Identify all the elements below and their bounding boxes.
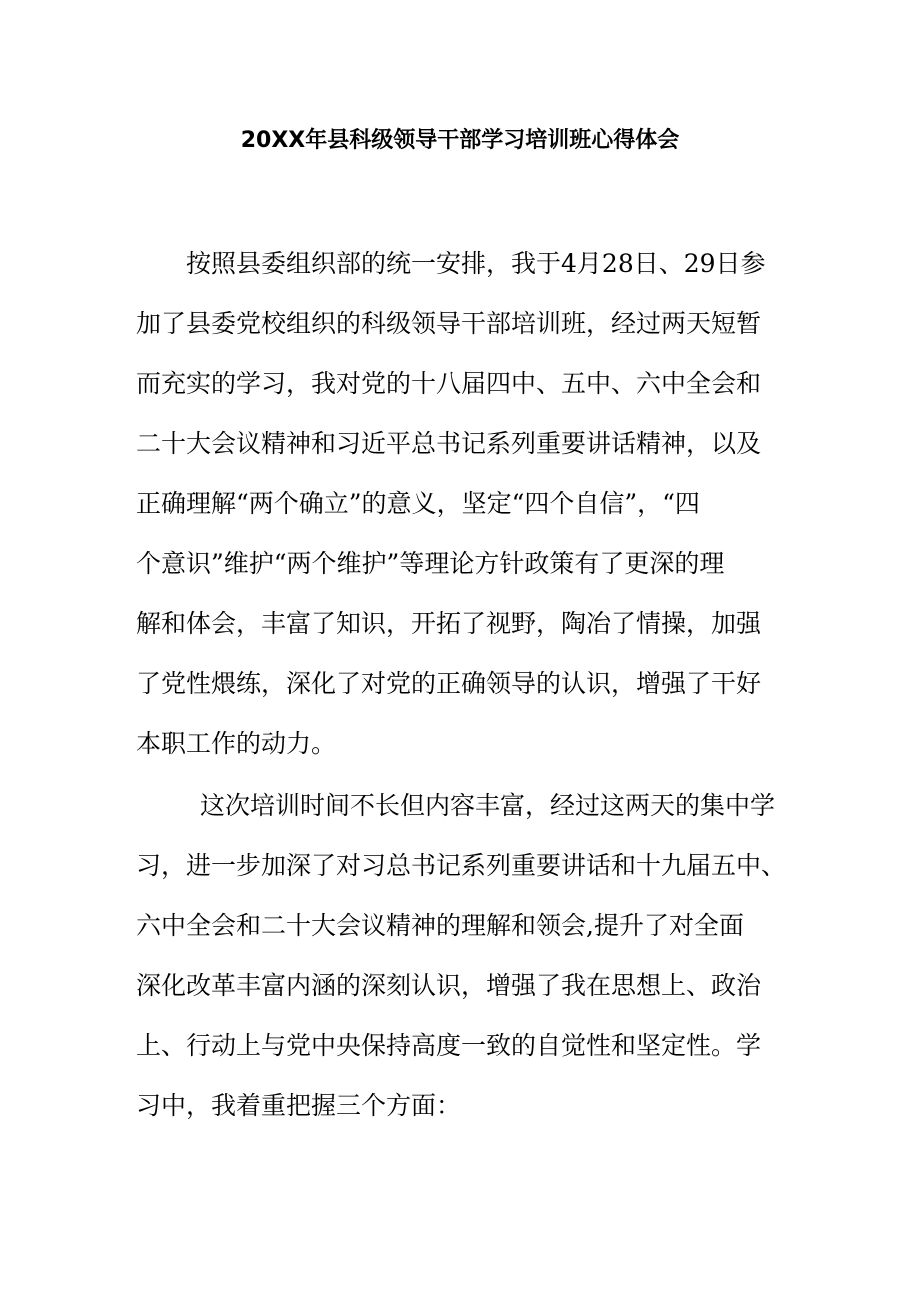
- paragraph-line: 这次培训时间不长但内容丰富，经过这两天的集中学: [200, 791, 776, 820]
- paragraph-line: 深化改革丰富内涵的深刻认识，增强了我在思想上、政治: [136, 971, 762, 1000]
- paragraph-line: 六中全会和二十大会议精神的理解和领会,提升了对全面: [136, 911, 744, 940]
- paragraph-line: 了党性煨练，深化了对党的正确领导的认识，增强了干好: [136, 669, 762, 698]
- paragraph-line: 个意识”维护“两个维护”等理论方针政策有了更深的理: [136, 549, 725, 578]
- paragraph-line: 解和体会，丰富了知识，开拓了视野，陶冶了情操，加强: [136, 609, 762, 638]
- document-title: 20XX年县科级领导干部学习培训班心得体会: [240, 128, 680, 153]
- paragraph-line: 上、行动上与党中央保持高度一致的自觉性和坚定性。学: [136, 1031, 762, 1060]
- paragraph-line: 而充实的学习，我对党的十八届四中、五中、六中全会和: [136, 369, 762, 398]
- paragraph-line: 正确理解“两个确立”的意义，坚定“四个自信”，“四: [136, 489, 700, 518]
- paragraph-line: 按照县委组织部的统一安排，我于4月28日、29日参: [186, 249, 766, 278]
- paragraph-line: 习，进一步加深了对习总书记系列重要讲话和十九届五中、: [136, 851, 787, 880]
- paragraph-line: 加了县委党校组织的科级领导干部培训班，经过两天短暂: [136, 309, 762, 338]
- paragraph-line: 二十大会议精神和习近平总书记系列重要讲话精神，以及: [136, 429, 762, 458]
- paragraph-line: 本职工作的动力。: [136, 729, 337, 758]
- paragraph-line: 习中，我着重把握三个方面：: [136, 1091, 462, 1120]
